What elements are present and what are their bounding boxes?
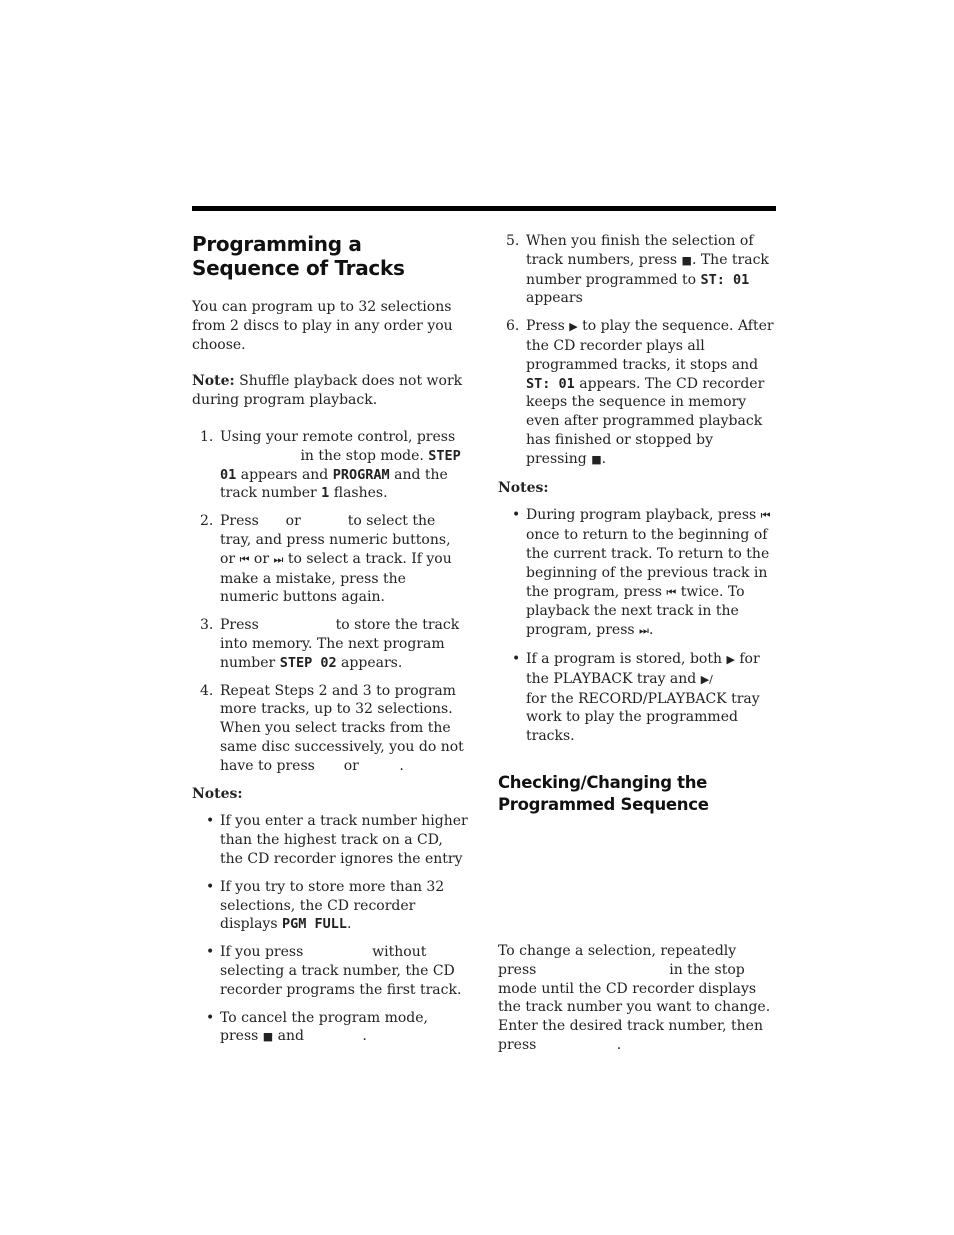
change-paragraph <box>498 942 776 1055</box>
step-text: . <box>399 757 404 774</box>
display-code: ST: 01 <box>526 375 575 392</box>
step-text: to select a track. If you make a mistake, press the numeric buttons again. <box>220 550 452 606</box>
display-code: 1 <box>321 485 330 502</box>
note-text: If you enter a track number higher than the highest track on a CD, the CD recorder ignores the entry <box>220 813 468 867</box>
right-column <box>498 232 776 1055</box>
step-text: or <box>249 550 274 567</box>
note-text: twice. To playback the next track in the program, press <box>526 583 745 639</box>
step-text: appears and <box>236 466 333 483</box>
note-text: once to return to the beginning of the current track. To return to the beginning of the previous track in the program, press <box>526 527 770 600</box>
step-text: flashes. <box>329 485 388 502</box>
note-text: and <box>273 1028 309 1045</box>
display-code: STEP 01 <box>220 447 461 483</box>
step-text: Press <box>220 617 264 634</box>
steps-list-left <box>192 428 468 776</box>
bullet-icon: • <box>206 813 215 830</box>
note-text: To cancel the program mode, press <box>220 1009 428 1045</box>
note-item <box>192 943 468 999</box>
left-column <box>192 232 468 1056</box>
step-text: to store the track into memory. The next program number <box>220 617 460 671</box>
paragraph-text: . <box>616 1036 622 1053</box>
page-title: Programming a Sequence of Tracks <box>192 232 405 280</box>
section-divider-rule <box>192 206 776 211</box>
stop-icon: ■ <box>591 452 602 466</box>
step-text: . <box>601 450 607 467</box>
note-text: If you try to store more than 32 selections, the CD recorder displays <box>220 878 445 933</box>
section-subtitle: Checking/Changing the Programmed Sequence <box>498 772 709 814</box>
step-1 <box>192 428 468 503</box>
note-text: . <box>362 1028 367 1045</box>
note-text: for the PLAYBACK tray and <box>526 650 760 687</box>
bullet-icon: • <box>512 507 521 524</box>
note-text: If a program is stored, both <box>526 650 727 667</box>
display-code: PGM FULL <box>281 916 347 933</box>
step-text: When you finish the selection of track numbers, press <box>526 233 754 268</box>
step-text: Press <box>220 513 264 530</box>
step-number: 5. <box>506 233 520 249</box>
note-label: Note: <box>192 373 235 390</box>
step-text: and the track number <box>220 466 448 502</box>
notes-list-right <box>498 506 776 746</box>
step-text: appears <box>526 290 583 307</box>
notes-heading: Notes: <box>498 479 549 496</box>
step-text: . The track number programmed to <box>526 251 769 288</box>
notes-list-left <box>192 812 468 1047</box>
display-code: ST: 01 <box>700 271 750 288</box>
previous-track-icon: ⏮ <box>666 585 677 599</box>
step-text: to select the tray, and press numeric buttons, or <box>220 513 451 567</box>
note-item <box>498 650 776 746</box>
note-item <box>498 506 776 641</box>
note-text: without selecting a track number, the CD recorder programs the first track. <box>220 944 462 998</box>
bullet-icon: • <box>512 650 521 667</box>
step-text: or <box>281 513 306 530</box>
stop-icon: ■ <box>681 253 692 267</box>
step-text: Repeat Steps 2 and 3 to program more tracks, up to 32 selections. When you select tracks from the same disc successively, you do not have to press <box>220 682 464 774</box>
step-4 <box>192 682 468 776</box>
note-text: If you press <box>220 944 308 961</box>
play-pause-icon: ▶/ <box>700 672 713 686</box>
bullet-icon: • <box>206 878 215 895</box>
step-text: appears. <box>336 654 403 671</box>
note-text: . <box>648 622 654 639</box>
next-track-icon: ⏭ <box>639 624 649 638</box>
note-item <box>192 878 468 934</box>
note-text: Shuffle playback does not work during program playback. <box>192 373 463 409</box>
stop-icon: ■ <box>262 1030 274 1044</box>
note-item <box>192 1009 468 1048</box>
bullet-icon: • <box>206 944 215 961</box>
paragraph-text: in the stop mode until the CD recorder displays the track number you want to change. Enter the desired track number, then press <box>498 961 771 1053</box>
step-text: appears. The CD recorder keeps the sequence in memory even after programmed playback has finished or stopped by pressing <box>526 375 765 467</box>
step-5 <box>498 232 776 308</box>
step-number: 2. <box>200 513 214 530</box>
step-number: 4. <box>200 682 214 699</box>
next-track-icon: ⏭ <box>273 552 284 566</box>
note-text: During program playback, press <box>526 507 761 524</box>
bullet-icon: • <box>206 1009 215 1026</box>
steps-list-right <box>498 232 776 470</box>
play-icon: ▶ <box>726 652 735 666</box>
intro-paragraph: You can program up to 32 selections from 2 discs to play in any order you choose. <box>192 299 453 353</box>
step-text: in the stop mode. <box>296 447 429 464</box>
step-2 <box>192 512 468 607</box>
note-item <box>192 812 468 868</box>
step-text: Using your remote control, press <box>220 428 456 445</box>
display-code: STEP 02 <box>279 654 337 671</box>
note-text: . <box>347 916 352 933</box>
step-number: 3. <box>200 617 214 634</box>
paragraph-text: To change a selection, repeatedly press <box>498 942 737 978</box>
blank-area <box>498 816 776 942</box>
notes-heading: Notes: <box>192 785 243 802</box>
display-code: PROGRAM <box>332 466 390 483</box>
previous-track-icon: ⏮ <box>239 552 250 566</box>
play-icon: ▶ <box>569 320 578 334</box>
note-text: for the RECORD/PLAYBACK tray work to play the programmed tracks. <box>526 690 760 745</box>
step-3 <box>192 616 468 672</box>
previous-track-icon: ⏮ <box>760 509 771 523</box>
step-number: 1. <box>200 428 214 445</box>
step-text: or <box>339 757 364 774</box>
step-text: to play the sequence. After the CD recorder plays all programmed tracks, it stops and <box>526 318 774 373</box>
step-number: 6. <box>506 318 520 335</box>
note-paragraph <box>192 372 468 410</box>
step-text: Press <box>526 318 570 335</box>
step-6 <box>498 317 776 469</box>
